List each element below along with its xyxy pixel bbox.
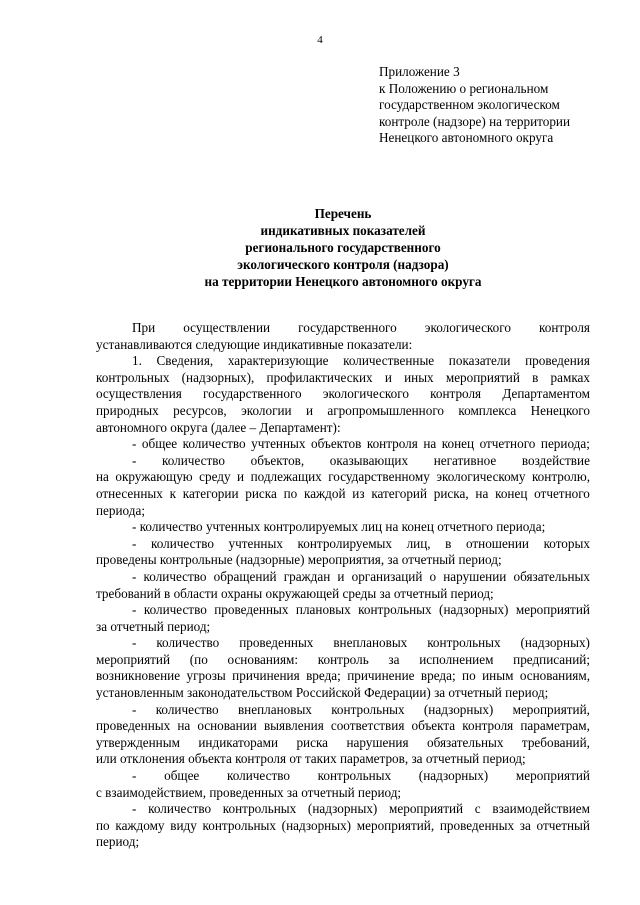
body-line: - количество учтенных контролируемых лиц на конец отчетного периода; (132, 519, 546, 535)
body-line: - количество объектов, оказывающих негативное воздействие (132, 452, 590, 468)
body-line: отнесенных к категории риска по каждой из категорий риска, на конец отчетного (96, 485, 590, 501)
body-line: - количество учтенных контролируемых лиц, в отношении которых (132, 535, 590, 551)
body-line: природных ресурсов, экологии и агропромышленного комплекса Ненецкого (96, 402, 590, 418)
body-line: требований в области охраны окружающей среды за отчетный период; (96, 585, 494, 601)
body-line: за отчетный период; (96, 618, 211, 634)
title-line: индикативных показателей (260, 223, 426, 238)
body-line: на окружающую среду и подлежащих государственному экологическому контролю, (96, 469, 590, 485)
title-line: на территории Ненецкого автономного округа (204, 274, 482, 289)
appendix-line: государственном экологическом (379, 97, 560, 113)
body-line: утвержденным индикаторами риска нарушения обязательных требований, (96, 734, 590, 750)
document-body (96, 320, 590, 851)
body-line: или отклонения объекта контроля от таких параметров, за отчетный период; (96, 751, 526, 767)
appendix-header (379, 64, 619, 147)
body-line: мероприятий (по основаниям: контроль за исполнением предписаний; (96, 651, 590, 667)
appendix-line: Приложение 3 (379, 64, 460, 79)
body-line: установленным законодательством Российской Федерации) за отчетный период; (96, 685, 549, 701)
body-line: 1. Сведения, характеризующие количественные показатели проведения (132, 353, 590, 369)
body-line: При осуществлении государственного экологического контроля (132, 320, 590, 335)
body-line: - общее количество контрольных (надзорных) мероприятий (132, 768, 590, 784)
appendix-line: контроле (надзоре) на территории (379, 113, 571, 129)
body-line: автономного округа (далее – Департамент): (96, 419, 341, 435)
body-line: контрольных (надзорных), профилактических и иных мероприятий в рамках (96, 369, 590, 385)
page-number: 4 (317, 34, 323, 46)
body-line: проведенных на основании выявления соответствия объекта контроля параметрам, (96, 718, 590, 734)
title-line: Перечень (314, 206, 372, 221)
appendix-line: Ненецкого автономного округа (379, 130, 554, 146)
body-line: период; (96, 834, 140, 850)
body-line: осуществления государственного экологического контроля Департаментом (96, 386, 590, 402)
body-line: - количество обращений граждан и организаций о нарушении обязательных (132, 568, 590, 584)
body-line: - количество проведенных внеплановых контрольных (надзорных) (132, 635, 590, 651)
body-line: проведены контрольные (надзорные) мероприятия, за отчетный период; (96, 552, 502, 568)
body-line: - количество контрольных (надзорных) мероприятий с взаимодействием (132, 801, 590, 817)
title-line: регионального государственного (245, 240, 441, 255)
body-line: по каждому виду контрольных (надзорных) мероприятий, проведенных за отчетный (96, 817, 590, 833)
body-line: - количество проведенных плановых контрольных (надзорных) мероприятий (132, 602, 590, 618)
appendix-line: к Положению о региональном (379, 80, 549, 96)
body-line: - общее количество учтенных объектов контроля на конец отчетного периода; (132, 436, 590, 452)
body-line: - количество внеплановых контрольных (надзорных) мероприятий, (132, 701, 590, 717)
body-line: устанавливаются следующие индикативные показатели: (96, 336, 413, 352)
body-line: периода; (96, 502, 146, 518)
body-line: возникновение угрозы причинения вреда; причинение вреда; по иным основаниям, (96, 668, 590, 684)
body-line: с взаимодействием, проведенных за отчетный период; (96, 784, 402, 800)
title-line: экологического контроля (надзора) (237, 257, 449, 272)
document-title (96, 205, 590, 290)
